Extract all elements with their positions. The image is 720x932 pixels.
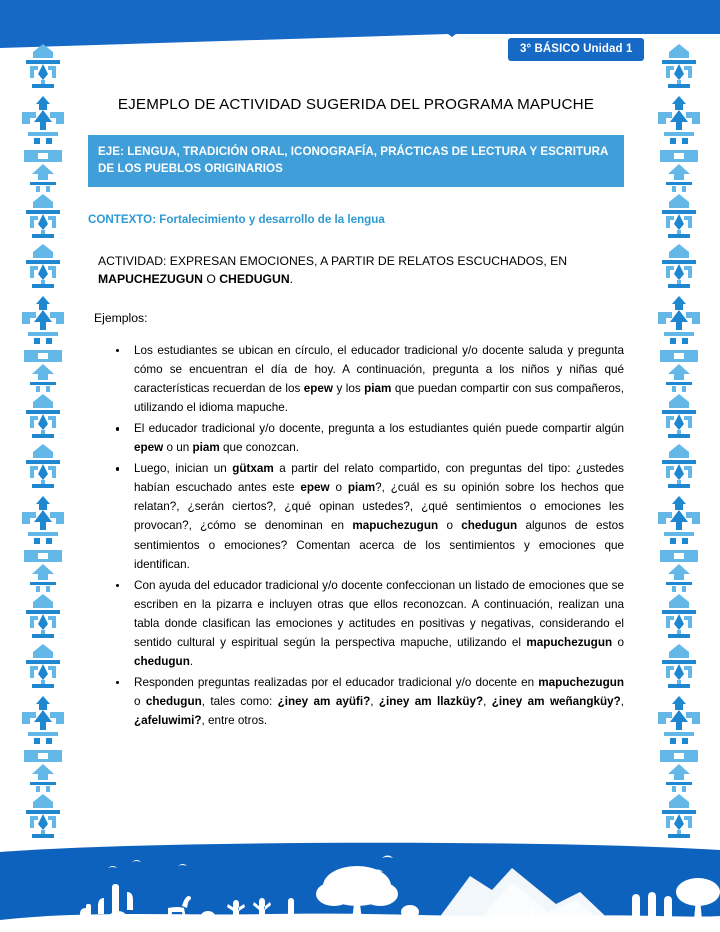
list-item (134, 341, 624, 417)
footer-illustration-band (0, 842, 720, 932)
emphasis-term: mapuchezugun (352, 519, 439, 533)
left-decorative-border (12, 44, 74, 856)
bullet-text: o un (163, 441, 193, 455)
bullet-text: ?, ¿cuál es su opinión sobre los hechos que relatan?, ¿serán ciertos?, ¿qué opinan ustedes?, ¿qué sentimientos o emociones les provocan?, ¿cómo se denominan en (134, 481, 624, 533)
bullet-text: o (438, 519, 462, 533)
examples-label: Ejemplos: (94, 310, 148, 325)
list-item (134, 673, 624, 730)
bullet-text: El educador tradicional y/o docente, pregunta a los estudiantes quién puede compartir algún (134, 422, 624, 436)
activity-prefix: ACTIVIDAD: EXPRESAN EMOCIONES, A PARTIR DE RELATOS ESCUCHADOS, EN (98, 253, 568, 268)
activity-bullet-list (88, 341, 624, 730)
emphasis-term: gütxam (232, 462, 274, 476)
bullet-text: o (329, 481, 348, 495)
bullet-text: , (620, 695, 624, 708)
unit-badge: 3° BÁSICO Unidad 1 (508, 38, 644, 61)
bullet-text: , (370, 695, 379, 708)
emphasis-term: ¿iney am ayüfi? (277, 695, 371, 708)
list-item (134, 459, 624, 573)
emphasis-term: mapuchezugun (526, 635, 613, 649)
bullet-text: o (612, 635, 624, 649)
bullet-text: algunos de estos sentimientos o emociones? Comentan acerca de los sentimientos y emociones que identifican. (134, 519, 624, 571)
emphasis-term: chedugun (134, 654, 190, 668)
emphasis-term: ¿iney am llazküy? (378, 695, 484, 708)
activity-suffix: . (289, 272, 294, 287)
bullet-text: que puedan compartir con sus compañeros, utilizando el idioma mapuche. (134, 382, 624, 415)
emphasis-term: piam (364, 382, 392, 395)
emphasis-term: chedugun (461, 519, 518, 533)
bullet-text: , tales como: (201, 695, 278, 708)
context-line: CONTEXTO: Fortalecimiento y desarrollo de la lengua (88, 212, 385, 226)
emphasis-term: ¿iney am weñangküy? (491, 695, 621, 708)
right-decorative-border (648, 44, 710, 856)
emphasis-term: mapuchezugun (538, 675, 624, 689)
bullet-text: . (189, 654, 194, 668)
bullet-text: o (134, 695, 146, 708)
bullet-text: Luego, inician un (134, 462, 233, 476)
emphasis-term: epew (303, 382, 333, 395)
activity-line (88, 252, 624, 289)
emphasis-term: chedugun (145, 695, 202, 708)
list-item (134, 419, 624, 457)
bullet-text: , entre otros. (201, 714, 268, 728)
emphasis-term: piam (347, 481, 376, 495)
bullet-text: Los estudiantes se ubican en círculo, el educador tradicional y/o docente saluda y pregunta cómo se encuentran el día de hoy. A continuación, pregunta a los niños y niñas qué características recuerdan de los (134, 343, 624, 395)
bullet-text: Con ayuda del educador tradicional y/o docente confeccionan un listado de emociones que se escriben en la pizarra e incluyen otras que ellos reconozcan. A continuación, realizan una tabla donde clasifican las emociones y actitudes en positivas y negativas, considerando el sentido cultural y espiritual según la perspectiva mapuche, utilizando el (134, 578, 624, 649)
bullet-text: y los (332, 382, 365, 395)
bullet-text: a partir del relato compartido, con preguntas del tipo: ¿ustedes habían escuchado antes este (134, 462, 624, 495)
bullet-text: que conozcan. (219, 441, 300, 455)
list-item (134, 576, 624, 671)
activity-term-chedugun: CHEDUGUN (219, 272, 290, 287)
activity-term-mapuchezugun: MAPUCHEZUGUN (98, 272, 203, 287)
activity-middle: O (202, 272, 220, 287)
bullet-text: Responden preguntas realizadas por el educador tradicional y/o docente en (134, 675, 539, 689)
emphasis-term: epew (300, 481, 330, 495)
eje-banner: EJE: LENGUA, TRADICIÓN ORAL, ICONOGRAFÍA, PRÁCTICAS DE LECTURA Y ESCRITURA DE LOS PUEBLOS ORIGINARIOS (88, 135, 624, 187)
emphasis-term: epew (134, 441, 164, 455)
emphasis-term: piam (192, 441, 220, 455)
bullet-text: , (483, 695, 492, 708)
document-content (88, 96, 624, 732)
page-title: EJEMPLO DE ACTIVIDAD SUGERIDA DEL PROGRAMA MAPUCHE (117, 96, 595, 113)
emphasis-term: ¿afeluwimi? (134, 714, 202, 728)
